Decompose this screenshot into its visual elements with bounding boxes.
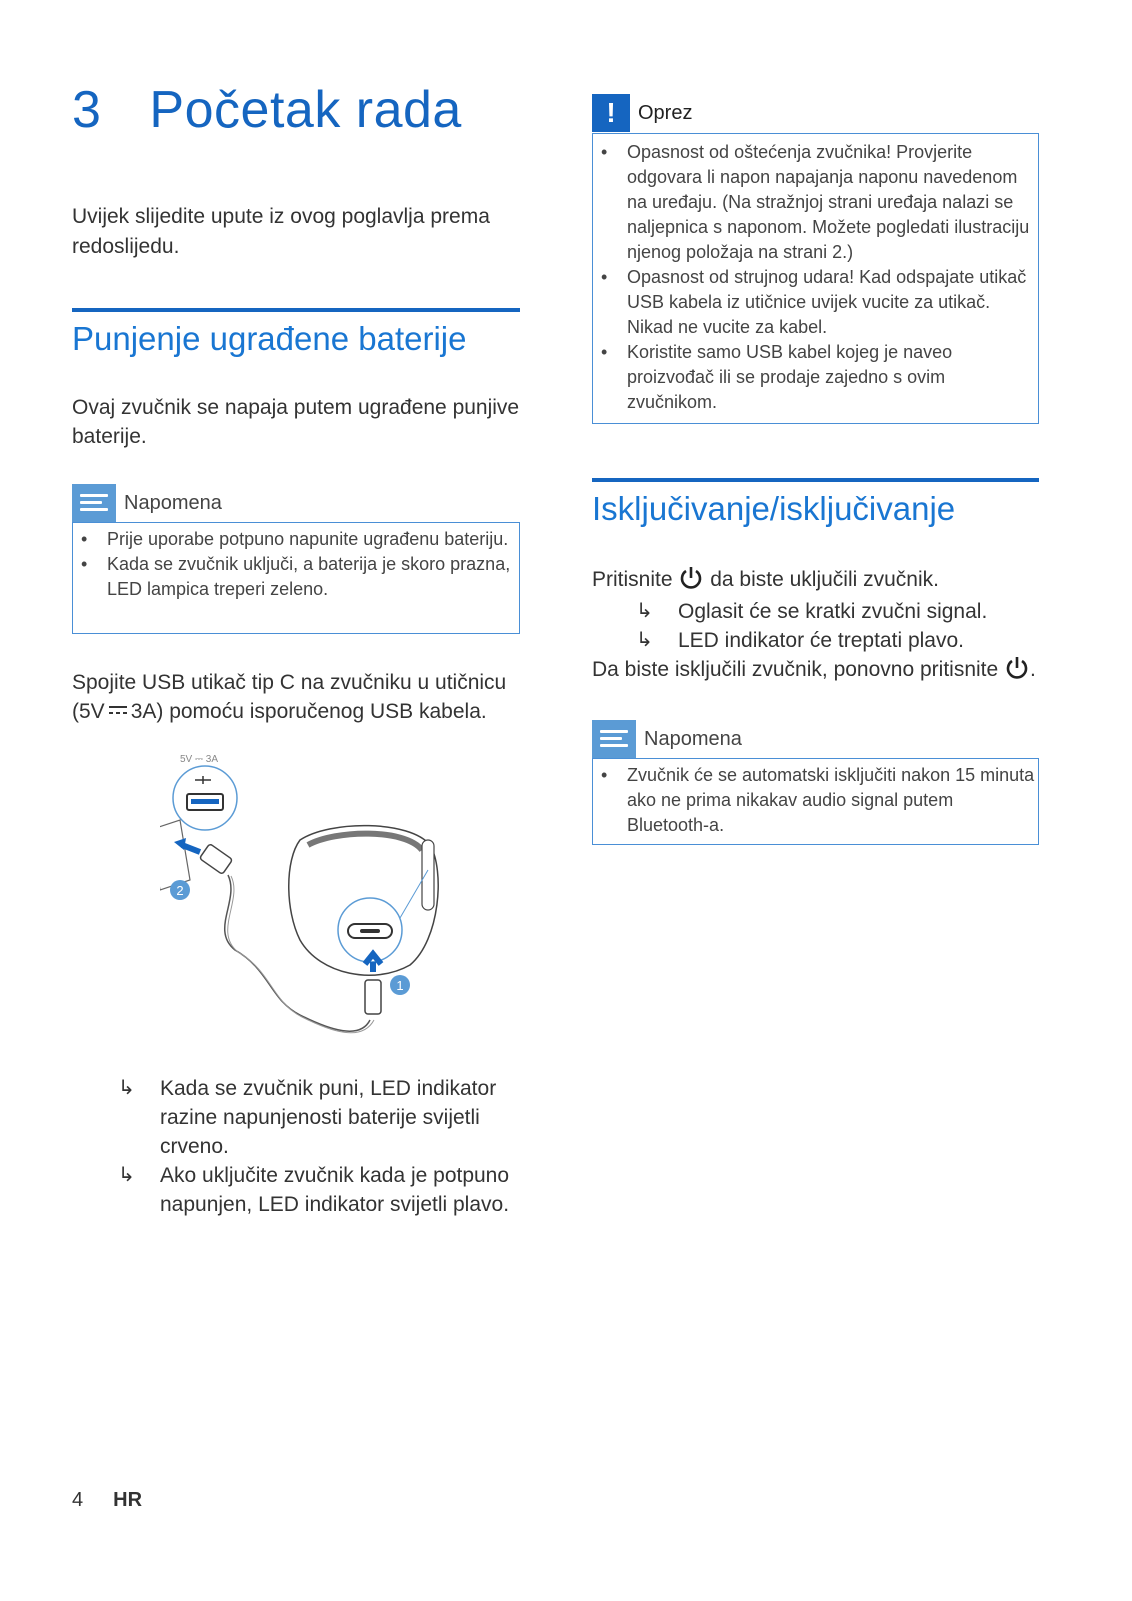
- page-footer: [72, 1489, 142, 1512]
- section-title-power: Isključivanje/isključivanje: [592, 490, 956, 527]
- power-icon: [678, 565, 704, 591]
- connect-instruction: [72, 668, 542, 726]
- caution-item: • Opasnost od oštećenja zvučnika! Provjerite odgovara li napon napajanja naponu navedenom na uređaju. (Na stražnjoj strani uređaja nalazi se naljepnica s naponom. Možete pogledati ilustraciju njenog položaja na strani 2.): [593, 140, 1038, 265]
- power-results: [636, 597, 1056, 655]
- chapter-title: [72, 80, 462, 140]
- note-header-power: [592, 720, 742, 758]
- charging-results: [118, 1074, 528, 1219]
- power-icon: [1004, 655, 1030, 681]
- exclamation-icon: !: [592, 94, 630, 132]
- connect-line-2: (5V 3A) pomoću isporučenog USB kabela.: [72, 700, 487, 723]
- charging-description: Ovaj zvučnik se napaja putem ugrađene punjive baterije.: [72, 396, 520, 448]
- section-rule-charging: [72, 308, 520, 312]
- rating-label: 5V ⎓ 3A: [180, 754, 218, 765]
- svg-text:2: 2: [176, 883, 184, 898]
- dc-symbol-icon: [107, 703, 129, 717]
- note-label: Napomena: [644, 727, 742, 750]
- speaker-strap: [422, 840, 434, 910]
- result-item: ↳ LED indikator će treptati plavo.: [636, 626, 1056, 655]
- caution-header: [592, 94, 692, 132]
- page-number: 4: [72, 1489, 84, 1511]
- result-item: ↳ Kada se zvučnik puni, LED indikator razine napunjenosti baterije svijetli crveno.: [118, 1074, 528, 1161]
- note-box-charging: [72, 522, 520, 634]
- usb-a-plug: [199, 844, 232, 875]
- section-rule-power: [592, 478, 1039, 482]
- note-header-charging: [72, 484, 222, 522]
- svg-text:1: 1: [396, 978, 404, 993]
- note-lines-icon: [72, 484, 116, 522]
- result-item: ↳ Ako uključite zvučnik kada je potpuno napunjen, LED indikator svijetli plavo.: [118, 1161, 528, 1219]
- language-code: HR: [113, 1489, 143, 1511]
- charging-illustration: [160, 750, 460, 1050]
- intro-text: Uvijek slijedite upute iz ovog poglavlja prema redoslijedu.: [72, 205, 490, 258]
- connect-line-1: Spojite USB utikač tip C na zvučniku u utičnicu: [72, 671, 507, 694]
- wall-adapter: [160, 820, 190, 890]
- caution-item: • Koristite samo USB kabel kojeg je naveo proizvođač ili se prodaje zajedno s ovim zvučnikom.: [593, 340, 1038, 415]
- note-label: Napomena: [124, 491, 222, 514]
- caution-box: [592, 133, 1039, 424]
- note-box-power: [592, 758, 1039, 845]
- chapter-number: 3: [72, 81, 102, 139]
- note-item: • Kada se zvučnik uključi, a baterija je skoro prazna, LED lampica treperi zeleno.: [73, 552, 519, 602]
- note-item: • Zvučnik će se automatski isključiti nakon 15 minuta ako ne prima nikakav audio signal putem Bluetooth-a.: [593, 763, 1038, 838]
- caution-item: • Opasnost od strujnog udara! Kad odspajate utikač USB kabela iz utičnice uvijek vucite za utikač. Nikad ne vucite za kabel.: [593, 265, 1038, 340]
- caution-label: Oprez: [638, 101, 693, 124]
- usb-c-plug: [365, 980, 381, 1014]
- section-title-charging: Punjenje ugrađene baterije: [72, 320, 467, 357]
- note-lines-icon: [592, 720, 636, 758]
- power-on-instruction: Pritisnite da biste uključili zvučnik.: [592, 565, 1052, 594]
- note-item: • Prije uporabe potpuno napunite ugrađenu bateriju.: [73, 527, 519, 552]
- power-off-instruction: Da biste isključili zvučnik, ponovno pritisnite .: [592, 655, 1062, 684]
- result-item: ↳ Oglasit će se kratki zvučni signal.: [636, 597, 1056, 626]
- chapter-title-text: Početak rada: [149, 81, 462, 139]
